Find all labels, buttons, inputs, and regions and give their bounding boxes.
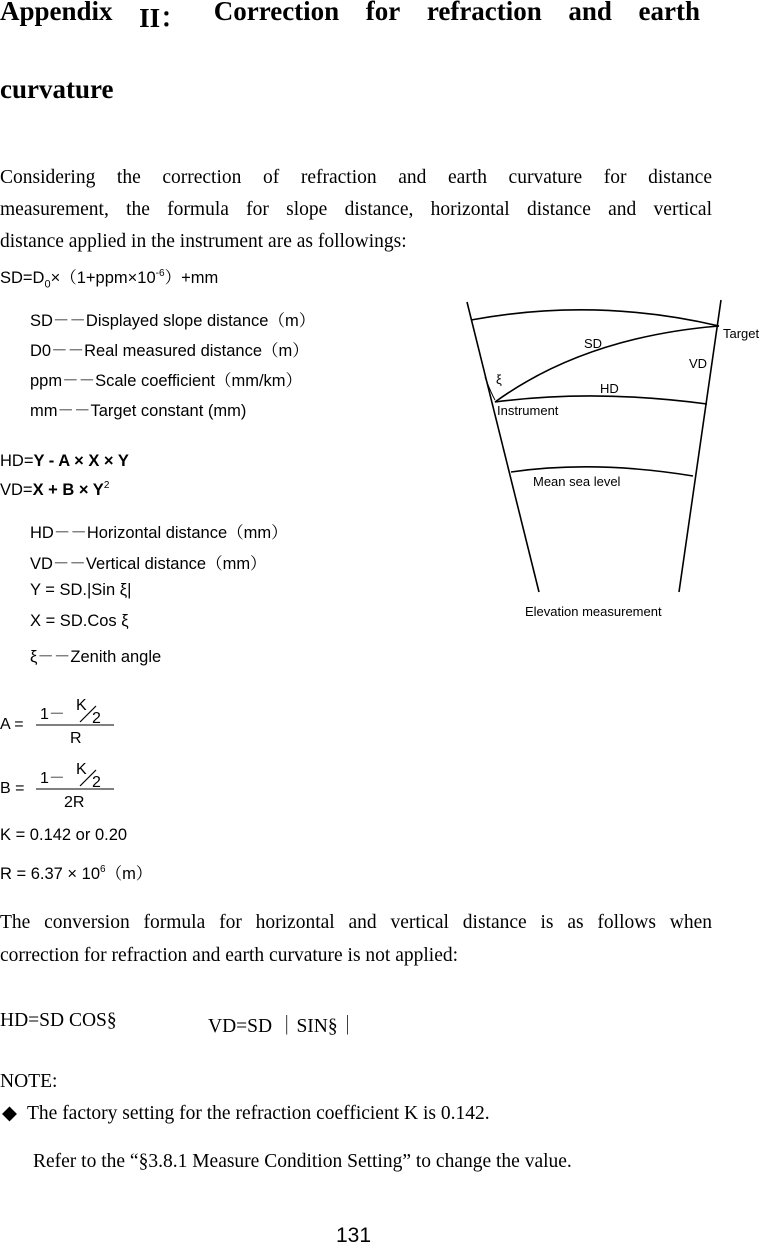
formula-b-num-prefix: 1－ [40,770,65,787]
note-bullet-icon: ◆ [2,1103,17,1124]
elevation-measurement-caption: Elevation measurement [525,604,662,619]
hd-def-horizontal: HD－－Horizontal distance（mm） [30,524,288,542]
sd-label: SD [584,336,603,351]
title-word: for [365,0,401,26]
formula-b-den: 2R [64,794,85,811]
sd-def-displayed: SD－－Displayed slope distance（m） [30,312,316,330]
hd-def-zenith: ξ－－Zenith angle [30,648,162,666]
formula-b-lhs: B = [0,780,25,797]
formula-a-lhs: A = [0,716,24,733]
conversion-line1: The conversion formula for horizontal and vertical distance is as follows when [0,912,712,933]
formula-b [0,756,140,816]
uncorrected-hd: HD=SD COS§ [0,1010,117,1031]
k-value: K = 0.142 or 0.20 [0,826,128,844]
sd-def-real: D0－－Real measured distance（m） [30,342,309,360]
hd-def-vertical: VD－－Vertical distance（mm） [30,555,267,573]
formula-a-k: K [76,697,87,714]
left-boundary-line [467,302,539,592]
formula-a-two: 2 [92,710,101,727]
title-word: earth [638,0,700,26]
title-word: II： [139,3,188,33]
title-word: Appendix [0,0,113,26]
right-boundary-line [679,300,721,592]
title-word: and [568,0,612,26]
uncorrected-vd: VD=SD ｜SIN§｜ [208,1016,358,1037]
intro-line1: Considering the correction of refraction and earth curvature for distance [0,167,712,188]
conversion-line2: correction for refraction and earth curvature is not applied: [0,945,459,966]
xi-label: ξ [496,372,502,387]
top-arc [471,310,719,326]
earth-curvature-diagram [455,292,764,627]
hd-label: HD [600,381,619,396]
note-line2: Refer to the “§3.8.1 Measure Condition Setting” to change the value. [33,1151,572,1172]
intro-line2: measurement, the formula for slope distance, horizontal distance and vertical [0,199,712,220]
hd-formula: HD=Y - A × X × Y [0,452,129,470]
formula-a-den: R [70,730,82,747]
target-label: Target [723,326,760,341]
vd-label: VD [689,356,708,371]
page-title-line2: curvature [0,74,114,104]
hd-def-y: Y = SD.|Sin ξ| [30,581,132,599]
instrument-label: Instrument [497,403,559,418]
sd-formula: $SD=D_0\times(1+ppm\times 10^{-6})+mm$ [0,268,219,291]
sd-def-mm: mm－－Target constant (mm) [30,402,247,420]
page-title-line1 [0,0,700,35]
note-heading: NOTE: [0,1071,58,1092]
title-word: Correction [213,0,340,26]
formula-b-k: K [76,761,87,778]
intro-line3: distance applied in the instrument are as followings: [0,231,407,252]
formula-a-num-prefix: 1－ [40,706,65,723]
r-value: $R = 6.37 \times 10^6(m)$ [0,864,153,883]
note-line1: The factory setting for the refraction coefficient K is 0.142. [27,1103,490,1124]
vd-formula: $VD=X + B \times Y^2$ [0,480,110,499]
formula-a [0,692,140,752]
title-word: refraction [426,0,542,26]
hd-def-x: X = SD.Cos ξ [30,612,129,630]
page-number: 131 [336,1224,372,1247]
sd-def-ppm: ppm－－Scale coefficient（mm/km） [30,372,303,390]
mean-sea-level-label: Mean sea level [533,474,621,489]
formula-b-two: 2 [92,774,101,791]
